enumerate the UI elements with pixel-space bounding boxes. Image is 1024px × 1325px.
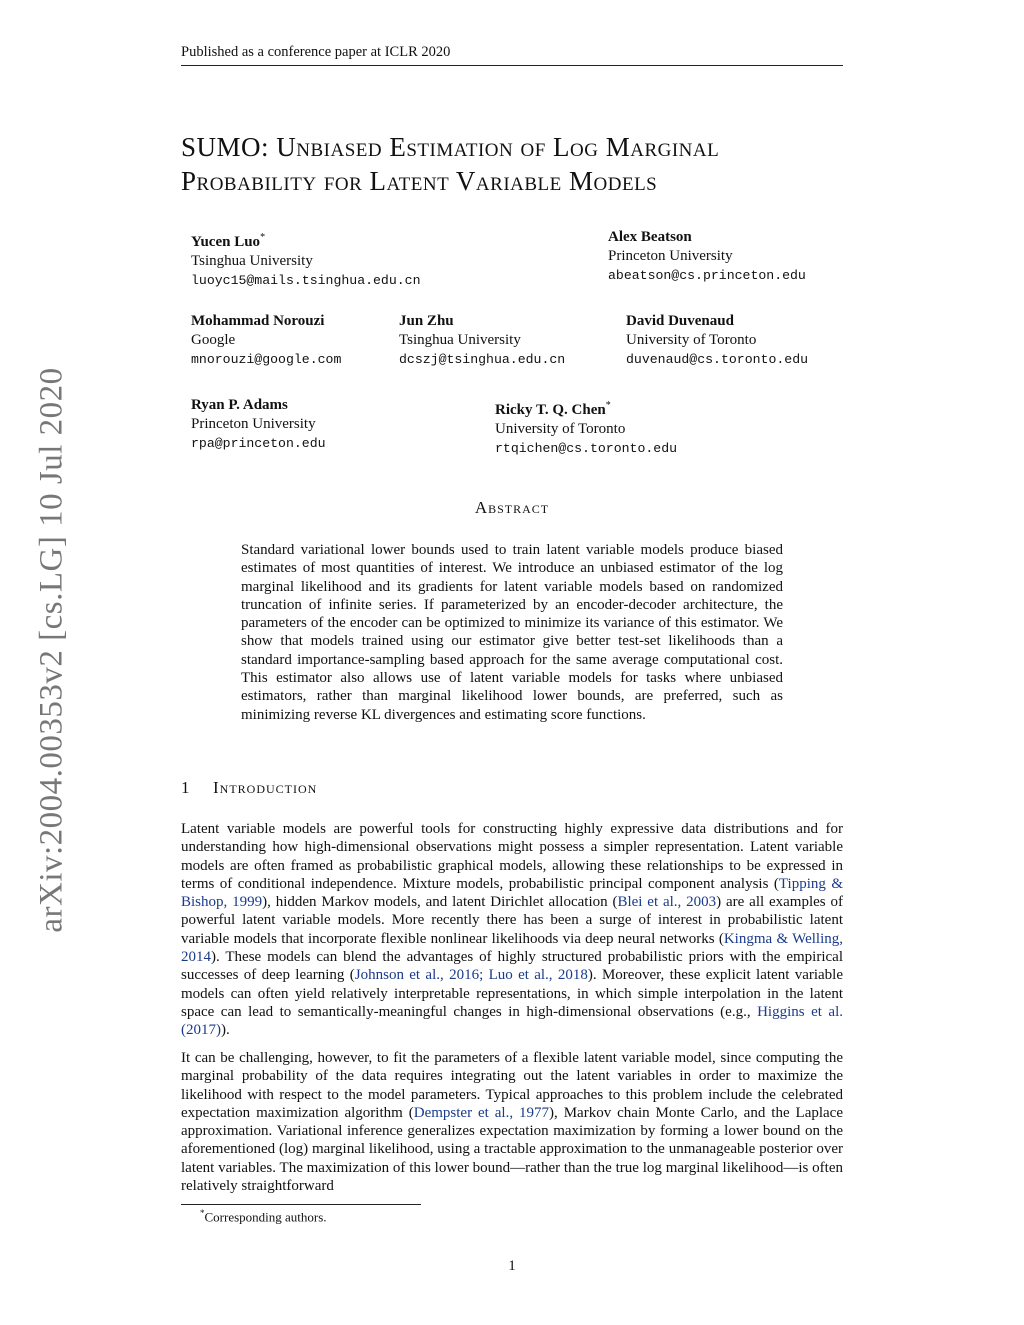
citation-link[interactable]: Johnson et al., 2016; Luo et al., 2018 bbox=[354, 967, 588, 984]
author-marker: * bbox=[605, 400, 611, 411]
text-run: ). Moreover, these explicit latent variable models can often yield relatively interpretable representations, in which simple interpolation in the latent space can lead to semantically-meaningful changes in high-dimensional observations (e.g., bbox=[181, 967, 844, 1020]
citation-link[interactable]: Dempster et al., 1977 bbox=[413, 1104, 550, 1121]
text-run: ). bbox=[221, 1022, 230, 1039]
intro-paragraph-2 bbox=[181, 1049, 843, 1195]
running-header: Published as a conference paper at ICLR 2020 bbox=[181, 44, 451, 60]
page-number: 1 bbox=[508, 1258, 516, 1274]
author-affiliation: Tsinghua University bbox=[399, 332, 521, 348]
author-block bbox=[191, 312, 341, 369]
title-line-1: Unbiased Estimation of Log Marginal bbox=[276, 132, 720, 162]
intro-paragraph-1 bbox=[181, 820, 843, 1040]
title-line-2: Probability for Latent Variable Models bbox=[181, 166, 658, 196]
author-email: mnorouzi@google.com bbox=[191, 352, 342, 367]
author-email: abeatson@cs.princeton.edu bbox=[608, 268, 806, 283]
paper-title bbox=[181, 130, 861, 198]
author-affiliation: Google bbox=[191, 332, 236, 348]
text-run: ), Markov chain Monte Carlo, and the Laplace approximation. Variational inference generalizes expectation maximization by forming a lower bound on the aforementioned (log) marginal likelihood, using a tractable approximation to the unmanageable posterior over latent variables. The maximization of this lower bound—rather than the true log marginal likelihood—is often relatively straightforward bbox=[181, 1104, 843, 1195]
citation-link[interactable]: Kingma & Welling, 2014 bbox=[181, 930, 843, 966]
author-affiliation: University of Toronto bbox=[495, 421, 626, 437]
footnote-rule bbox=[181, 1204, 421, 1205]
author-affiliation: Tsinghua University bbox=[191, 253, 313, 269]
author-name: David Duvenaud bbox=[626, 313, 734, 329]
section-title: Introduction bbox=[213, 778, 318, 797]
text-run: Latent variable models are powerful tools for constructing highly expressive data distributions and for understanding how high-dimensional observations might possess a simpler representation. Latent variable models are often framed as probabilistic graphical models, allowing these relationships to be expressed in terms of conditional independence. Mixture models, probabilistic principal component analysis ( bbox=[181, 821, 843, 892]
author-email: rtqichen@cs.toronto.edu bbox=[495, 441, 678, 456]
author-block bbox=[399, 312, 565, 369]
author-email: luoyc15@mails.tsinghua.edu.cn bbox=[191, 273, 421, 288]
author-name: Ricky T. Q. Chen bbox=[495, 402, 606, 418]
author-block bbox=[191, 396, 326, 453]
author-marker: * bbox=[260, 232, 266, 243]
author-affiliation: Princeton University bbox=[191, 416, 316, 432]
author-name: Jun Zhu bbox=[399, 313, 454, 329]
author-block bbox=[626, 312, 808, 369]
section-heading bbox=[181, 778, 317, 798]
footnote bbox=[200, 1208, 327, 1225]
abstract-text: Standard variational lower bounds used to train latent variable models produce biased estimates of most quantities of interest. We introduce an unbiased estimator of the log marginal likelihood and its gradients for latent variable models based on randomized truncation of infinite series. If parameterized by an encoder-decoder architecture, the parameters of the encoder can be optimized to minimize its variance of this estimator. We show that models trained using our estimator give better test-set likelihoods than a standard importance-sampling based approach for the same average computational cost. This estimator also allows use of latent variable models for tasks where unbiased estimators, rather than marginal likelihood lower bounds, are preferred, such as minimizing reverse KL divergences and estimating score functions. bbox=[241, 542, 783, 723]
header-rule bbox=[181, 65, 843, 66]
author-block bbox=[495, 396, 677, 458]
author-name: Mohammad Norouzi bbox=[191, 313, 325, 329]
author-name: Alex Beatson bbox=[608, 229, 692, 245]
title-acronym: SUMO: bbox=[181, 132, 277, 162]
author-email: duvenaud@cs.toronto.edu bbox=[626, 352, 809, 367]
footnote-text: Corresponding authors. bbox=[204, 1209, 327, 1225]
author-email: rpa@princeton.edu bbox=[191, 436, 326, 451]
footnote-marker: * bbox=[200, 1208, 205, 1218]
author-block bbox=[191, 228, 421, 290]
section-number: 1 bbox=[181, 778, 190, 797]
text-run: It can be challenging, however, to fit the parameters of a flexible latent variable model, since computing the marginal probability of the data requires integrating out the latent variables in order to maximize the likelihood with respect to the model parameters. Typical approaches to this problem include the celebrated expectation maximization algorithm ( bbox=[181, 1050, 843, 1121]
author-affiliation: University of Toronto bbox=[626, 332, 757, 348]
text-run: ). These models can blend the advantages of highly structured probabilistic priors with the empirical successes of deep learning ( bbox=[181, 949, 843, 984]
text-run: ), hidden Markov models, and latent Dirichlet allocation ( bbox=[262, 894, 618, 911]
author-name: Ryan P. Adams bbox=[191, 397, 288, 413]
arxiv-stamp-text: arXiv:2004.00353v2 [cs.LG] 10 Jul 2020 bbox=[33, 367, 70, 933]
author-name: Yucen Luo bbox=[191, 234, 261, 250]
author-email: dcszj@tsinghua.edu.cn bbox=[399, 352, 566, 367]
citation-link[interactable]: Higgins et al. (2017) bbox=[181, 1003, 844, 1039]
citation-link[interactable]: Tipping & Bishop, 1999 bbox=[181, 875, 843, 911]
text-run: ) are all examples of powerful latent variable models. More recently there has been a surge of interest in probabilistic latent variable models that incorporate flexible nonlinear likelihoods via deep neural networks ( bbox=[181, 894, 843, 947]
citation-link[interactable]: Blei et al., 2003 bbox=[617, 894, 717, 911]
author-affiliation: Princeton University bbox=[608, 248, 733, 264]
abstract-heading: Abstract bbox=[474, 498, 550, 517]
author-block bbox=[608, 228, 806, 285]
arxiv-stamp bbox=[22, 360, 82, 940]
